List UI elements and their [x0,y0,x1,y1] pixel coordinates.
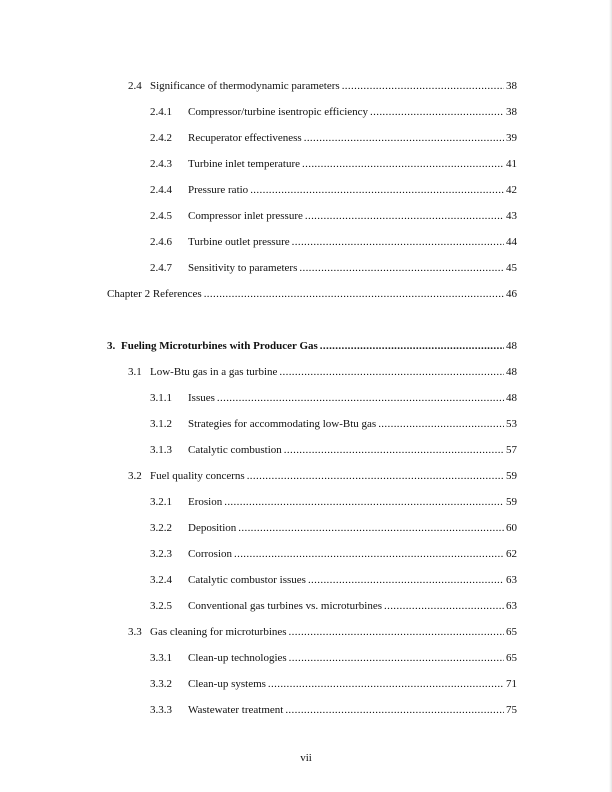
section-number: 2.4.3 [150,158,172,170]
toc-entry[interactable] [150,104,506,120]
toc-entry[interactable] [150,260,506,276]
dot-leader [268,676,504,692]
section-number: 2.4.5 [150,210,172,222]
toc-entry[interactable] [150,702,506,718]
dot-leader [304,130,504,146]
toc-entry[interactable] [150,130,506,146]
dot-leader [204,286,504,302]
dot-leader [292,234,504,250]
page-number: 65 [506,626,517,638]
section-number: 3.2.1 [150,496,172,508]
toc-entry[interactable] [150,572,506,588]
page-number: 46 [506,288,517,300]
toc-entry[interactable] [150,676,506,692]
section-title: Wastewater treatment [188,704,284,716]
section-title: Catalytic combustion [188,444,282,456]
section-number: 3.2.4 [150,574,172,586]
dot-leader [247,468,504,484]
page-number: 38 [506,80,517,92]
chapter-title: Fueling Microturbines with Producer Gas [121,340,318,352]
page-number: 60 [506,522,517,534]
section-title: Conventional gas turbines vs. microturbines [188,600,382,612]
chapter-heading[interactable] [107,338,506,354]
section-title: Pressure ratio [188,184,249,196]
dot-leader [238,520,504,536]
page-number: 75 [506,704,517,716]
dot-leader [285,702,504,718]
toc-entry[interactable] [150,208,506,224]
section-number: 2.4 [128,80,142,92]
section-title: Strategies for accommodating low-Btu gas [188,418,377,430]
page-number: 59 [506,470,517,482]
section-number: 3.2.3 [150,548,172,560]
toc-entry[interactable] [150,442,506,458]
toc-entry[interactable] [150,598,506,614]
page-number: 48 [506,340,517,352]
dot-leader [279,364,504,380]
dot-leader [284,442,504,458]
footer-page-number: vii [300,752,312,764]
dot-leader [320,338,504,354]
dot-leader [378,416,504,432]
page-number: 44 [506,236,517,248]
page-number: 62 [506,548,517,560]
section-title: Significance of thermodynamic parameters [150,80,340,92]
section-title: Compressor/turbine isentropic efficiency [188,106,369,118]
toc-entry[interactable] [150,520,506,536]
section-title: Turbine outlet pressure [188,236,290,248]
dot-leader [234,546,504,562]
section-number: 3.2.2 [150,522,172,534]
page-number: 65 [506,652,517,664]
section-number: 3.3.3 [150,704,172,716]
section-title: Gas cleaning for microturbines [150,626,287,638]
page-number: 63 [506,574,517,586]
toc-entry[interactable] [128,78,506,94]
section-number: 2.4.4 [150,184,172,196]
page-number: 59 [506,496,517,508]
section-title: Turbine inlet temperature [188,158,301,170]
section-number: 3.3.1 [150,652,172,664]
toc-entry[interactable] [128,624,506,640]
section-number: 3.1.3 [150,444,172,456]
page-number: 45 [506,262,517,274]
page-number: 57 [506,444,517,456]
page-number: 71 [506,678,517,690]
section-title: Low-Btu gas in a gas turbine [150,366,278,378]
section-number: 3.1.2 [150,418,172,430]
page-number: 42 [506,184,517,196]
section-title: Issues [188,392,215,404]
dot-leader [384,598,504,614]
section-title: Erosion [188,496,223,508]
dot-leader [217,390,504,406]
page-number: 48 [506,392,517,404]
dot-leader [299,260,504,276]
section-number: 3.2 [128,470,142,482]
toc-entry[interactable] [150,156,506,172]
section-number: 2.4.2 [150,132,172,144]
section-title: Clean-up technologies [188,652,287,664]
section-number: 3.2.5 [150,600,172,612]
toc-entry[interactable] [128,364,506,380]
section-number: 2.4.7 [150,262,172,274]
dot-leader [308,572,504,588]
section-title: Sensitivity to parameters [188,262,298,274]
dot-leader [305,208,504,224]
section-title: Deposition [188,522,237,534]
section-title: Compressor inlet pressure [188,210,303,222]
section-title: Corrosion [188,548,232,560]
page-number: 41 [506,158,517,170]
toc-entry[interactable] [150,182,506,198]
section-number: 3.1.1 [150,392,172,404]
section-title: Catalytic combustor issues [188,574,306,586]
page-number: 53 [506,418,517,430]
dot-leader [250,182,504,198]
dot-leader [370,104,504,120]
section-title: Recuperator effectiveness [188,132,302,144]
section-number: 2.4.1 [150,106,172,118]
section-title: Clean-up systems [188,678,266,690]
section-number: 3.1 [128,366,142,378]
section-title: Chapter 2 References [107,288,202,300]
chapter-number: 3. [107,340,116,352]
section-number: 2.4.6 [150,236,172,248]
page-number: 63 [506,600,517,612]
dot-leader [289,650,504,666]
toc-entry[interactable] [107,286,506,302]
page-number: 38 [506,106,517,118]
toc-entry[interactable] [150,234,506,250]
section-number: 3.3 [128,626,142,638]
toc-entry[interactable] [150,494,506,510]
dot-leader [289,624,504,640]
page-number: 43 [506,210,517,222]
toc-entry[interactable] [150,416,506,432]
toc-entry[interactable] [150,546,506,562]
section-title: Fuel quality concerns [150,470,245,482]
dot-leader [302,156,504,172]
toc-entry[interactable] [128,468,506,484]
toc-entry[interactable] [150,650,506,666]
page-number: 48 [506,366,517,378]
toc-entry[interactable] [150,390,506,406]
dot-leader [342,78,504,94]
dot-leader [224,494,504,510]
page-number: 39 [506,132,517,144]
section-number: 3.3.2 [150,678,172,690]
